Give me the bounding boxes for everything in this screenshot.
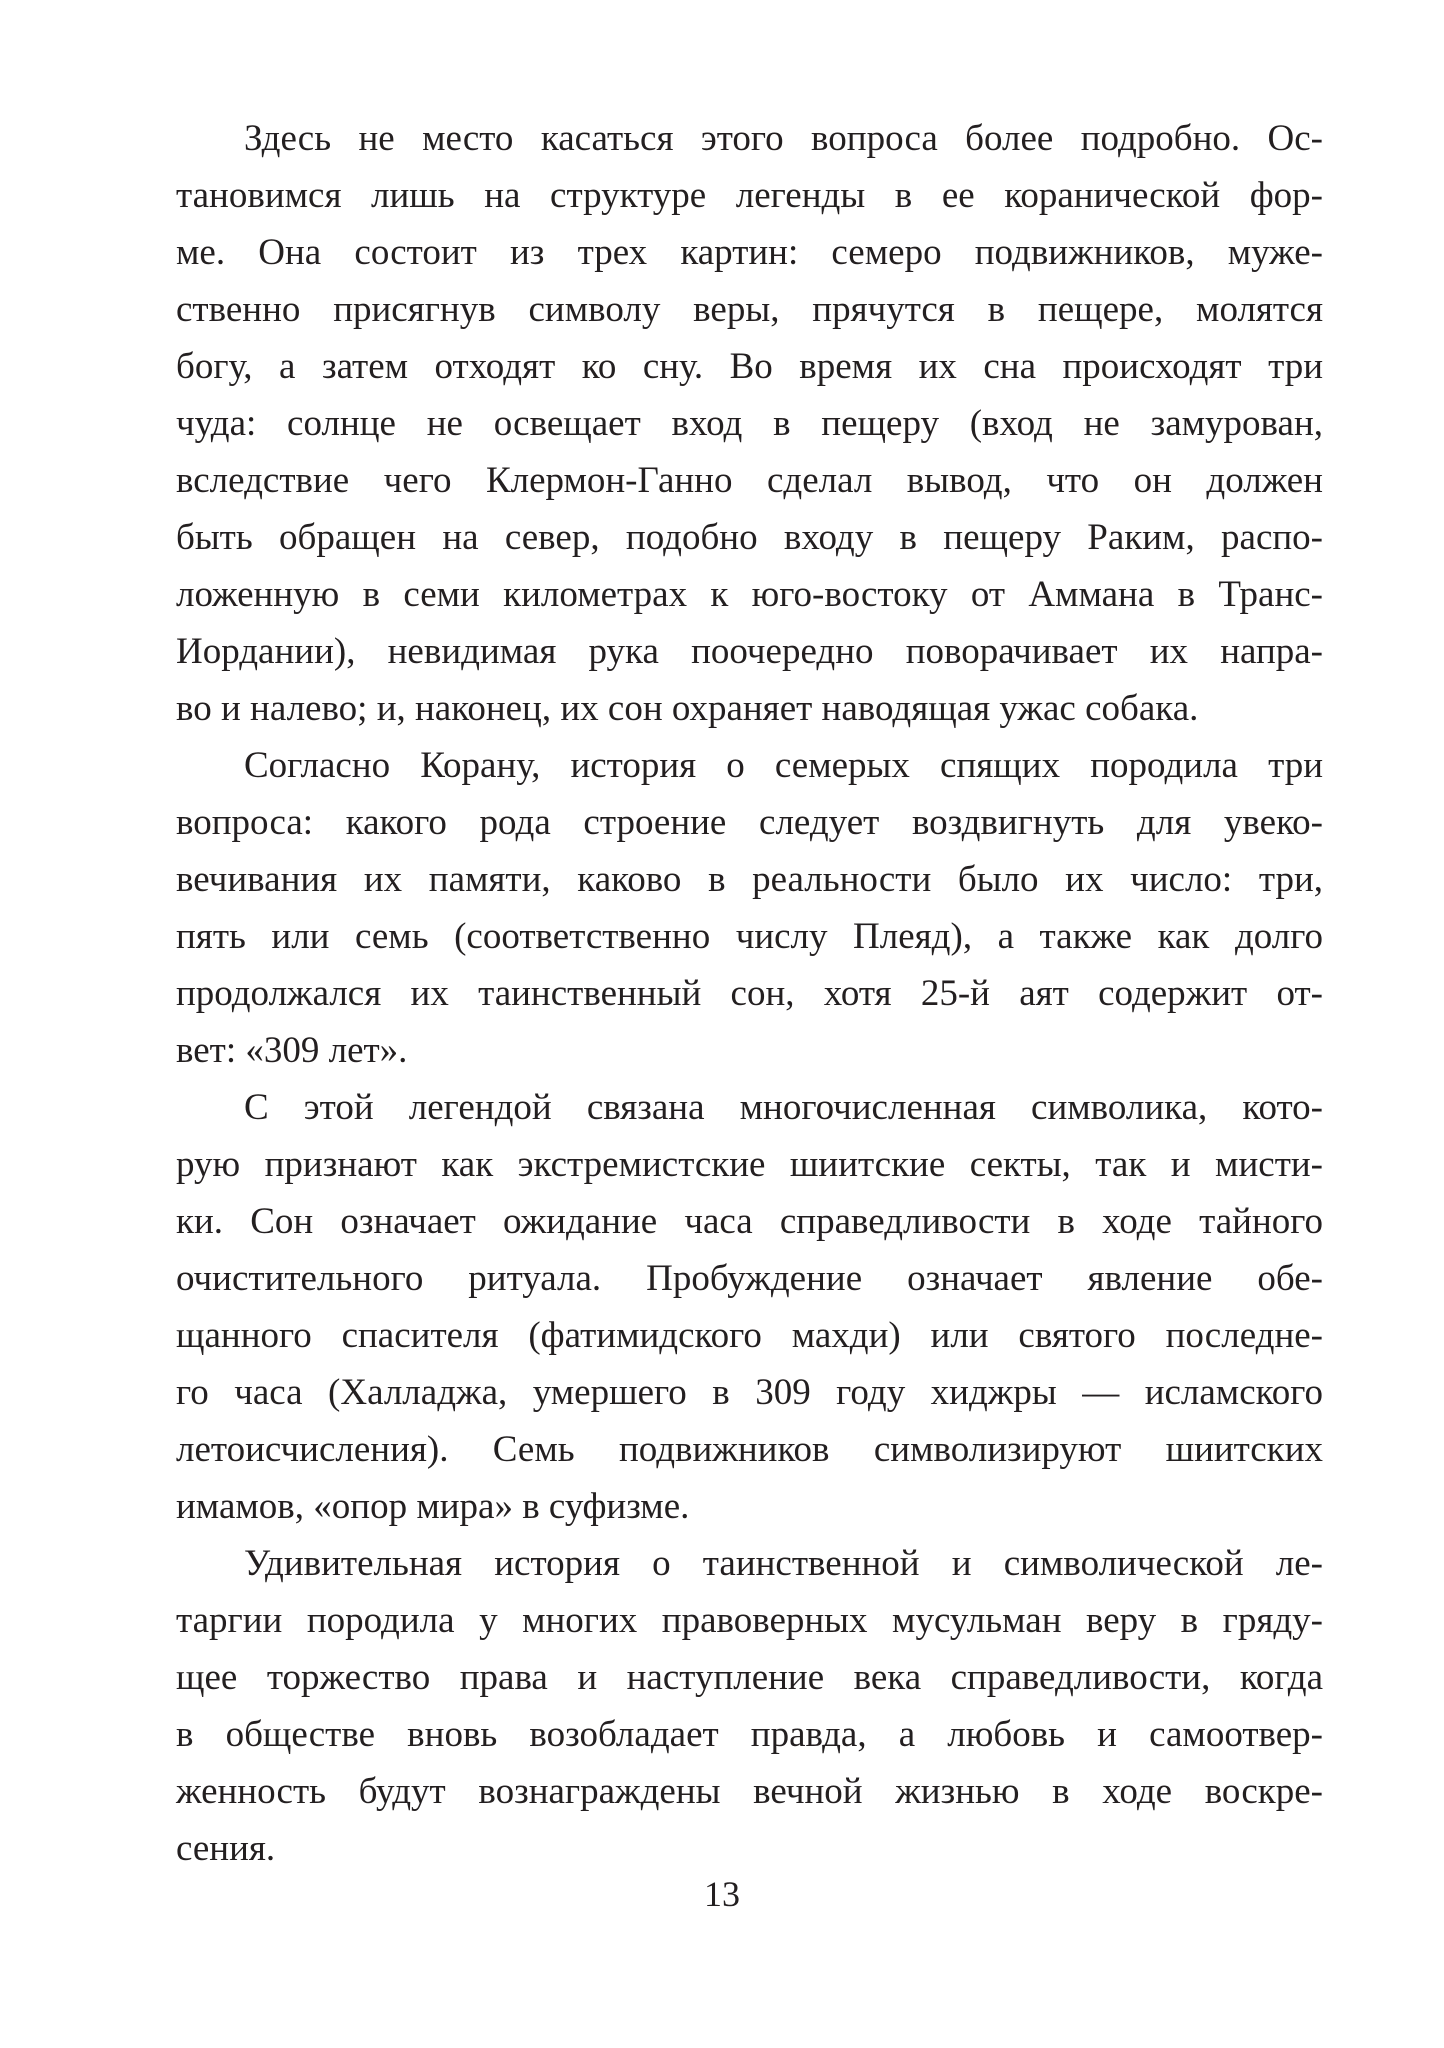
text-line: ственно присягнув символу веры, прячутся в пещере, молятся — [176, 289, 1323, 330]
text-line: вет: «309 лет». — [176, 1030, 408, 1071]
text-line: вследствие чего Клермон-Ганно сделал вывод, что он должен — [176, 460, 1323, 501]
text-line: ки. Сон означает ожидание часа справедливости в ходе тайного — [176, 1201, 1323, 1242]
text-line: женность будут вознаграждены вечной жизнью в ходе воскре- — [176, 1771, 1323, 1812]
text-line: продолжался их таинственный сон, хотя 25-й аят содержит от- — [176, 973, 1323, 1014]
text-line: чуда: солнце не освещает вход в пещеру (вход не замурован, — [176, 403, 1323, 444]
text-line: имамов, «опор мира» в суфизме. — [176, 1486, 690, 1527]
page-number: 13 — [704, 1874, 740, 1914]
body-text — [176, 110, 1323, 1877]
paragraph-4 — [176, 1535, 1323, 1877]
text-line: Иордании), невидимая рука поочередно поворачивает их напра- — [176, 631, 1323, 672]
text-line: го часа (Халладжа, умершего в 309 году хиджры — исламского — [176, 1372, 1323, 1413]
text-line: в обществе вновь возобладает правда, а любовь и самоотвер- — [176, 1714, 1323, 1755]
text-line: щанного спасителя (фатимидского махди) или святого последне- — [176, 1315, 1323, 1356]
text-line: богу, а затем отходят ко сну. Во время их сна происходят три — [176, 346, 1323, 387]
text-line: очистительного ритуала. Пробуждение означает явление обе- — [176, 1258, 1323, 1299]
text-line: рую признают как экстремистские шиитские секты, так и мисти- — [176, 1144, 1323, 1185]
text-line: Согласно Корану, история о семерых спящих породила три — [244, 745, 1323, 786]
paragraph-3 — [176, 1079, 1323, 1535]
text-line: ме. Она состоит из трех картин: семеро подвижников, муже- — [176, 232, 1323, 273]
text-line: С этой легендой связана многочисленная символика, кото- — [244, 1087, 1323, 1128]
text-line: пять или семь (соответственно числу Плеяд), а также как долго — [176, 916, 1323, 957]
text-line: летоисчисления). Семь подвижников символизируют шиитских — [176, 1429, 1323, 1470]
paragraph-2 — [176, 737, 1323, 1079]
paragraph-1 — [176, 110, 1323, 737]
text-line: таргии породила у многих правоверных мусульман веру в гряду- — [176, 1600, 1323, 1641]
text-line: ложенную в семи километрах к юго-востоку от Аммана в Транс- — [176, 574, 1323, 615]
text-line: быть обращен на север, подобно входу в пещеру Раким, распо- — [176, 517, 1323, 558]
text-line: во и налево; и, наконец, их сон охраняет наводящая ужас собака. — [176, 688, 1199, 729]
text-line: сения. — [176, 1828, 276, 1869]
text-line: щее торжество права и наступление века справедливости, когда — [176, 1657, 1323, 1698]
text-line: вечивания их памяти, каково в реальности было их число: три, — [176, 859, 1323, 900]
text-line: Здесь не место касаться этого вопроса более подробно. Ос- — [244, 118, 1323, 159]
text-line: вопроса: какого рода строение следует воздвигнуть для увеко- — [176, 802, 1323, 843]
text-line: Удивительная история о таинственной и символической ле- — [244, 1543, 1323, 1584]
text-line: тановимся лишь на структуре легенды в ее коранической фор- — [176, 175, 1323, 216]
